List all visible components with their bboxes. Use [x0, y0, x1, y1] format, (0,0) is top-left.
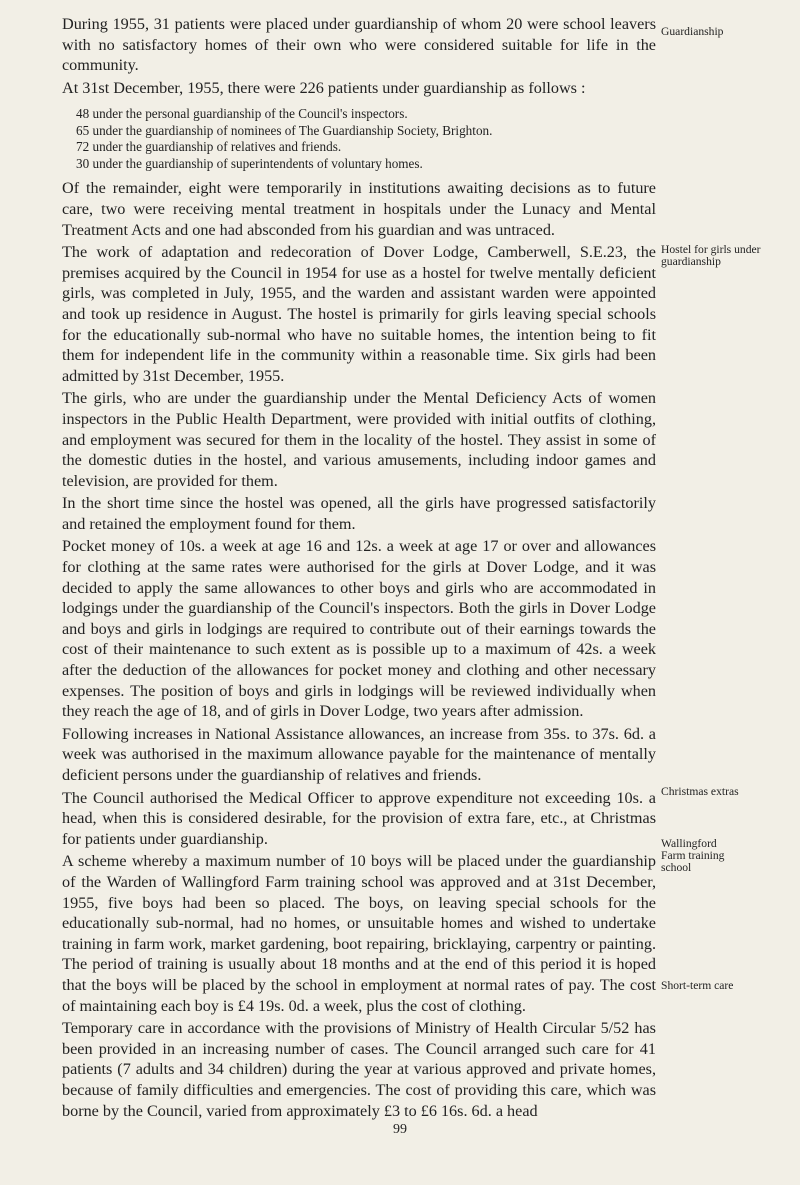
guardianship-list [62, 106, 656, 172]
list-item: 48 under the personal guardianship of the Council's inspectors. [76, 106, 408, 122]
paragraph-8: Following increases in National Assistance allowances, an increase from 35s. to 37s. 6d. a week was authorised in the maximum allowance payable for the maintenance of mentally deficient persons under the guardianship of relatives and friends. [62, 724, 656, 784]
list-item: 30 under the guardianship of superintendents of voluntary homes. [76, 155, 423, 171]
paragraph-9: The Council authorised the Medical Officer to approve expenditure not exceeding 10s. a head, when this is considered desirable, for the provision of extra fare, etc., at Christmas for patients under guardianship. [62, 788, 656, 848]
main-text [62, 14, 656, 1121]
paragraph-7: Pocket money of 10s. a week at age 16 and 12s. a week at age 17 or over and allowances for clothing at the same rates were authorised for the girls at Dover Lodge, and it was decided to apply the same allowances to other boys and girls who are accommodated in lodgings under the guardianship of the Council's inspectors. Both the girls in Dover Lodge and boys and girls in lodgings are required to contribute out of their earnings towards the cost of their maintenance to such extent as is possible up to a maximum of 42s. a week after the deduction of the allowances for pocket money and clothing and other necessary expenses. The position of boys and girls in lodgings will be reviewed individually when they reach the age of 18, and of girls in Dover Lodge, two years after admission. [62, 537, 656, 721]
margin-note-guardianship: Guardianship [661, 25, 724, 38]
paragraph-10: A scheme whereby a maximum number of 10 boys will be placed under the guardianship of the Warden of Wallingford Farm training school was approved and at 31st December, 1955, five boys had been so placed. The boys, on leaving special schools for the educationally sub-normal, had no homes, or unsuitable homes and wished to undertake training in farm work, market gardening, boot repairing, bricklaying, carpentry or painting. The period of training is usually about 18 months and at the end of this period it is hoped that the boys will be placed by the school in employment at normal rates of pay. The cost of maintaining each boy is £4 19s. 0d. a week, plus the cost of clothing. [62, 852, 656, 1015]
margin-note-hostel: Hostel for girls under guardianship [661, 243, 761, 268]
paragraph-5: The girls, who are under the guardianship under the Mental Deficiency Acts of women inspectors in the Public Health Department, were provided with initial outfits of clothing, and employment was secured for them in the locality of the hostel. They assist in some of the domestic duties in the hostel, and various amusements, including indoor games and television, are provided for them. [62, 389, 656, 490]
margin-note-christmas: Christmas extras [661, 785, 739, 798]
list-item: 65 under the guardianship of nominees of The Guardianship Society, Brighton. [76, 122, 493, 138]
page-number: 99 [393, 1122, 407, 1137]
paragraph-6: In the short time since the hostel was opened, all the girls have progressed satisfactorily and retained the employment found for them. [62, 494, 656, 533]
paragraph-11: Temporary care in accordance with the provisions of Ministry of Health Circular 5/52 has been provided in an increasing number of cases. The Council arranged such care for 41 patients (7 adults and 34 children) during the year at various approved and private homes, because of family difficulties and emergencies. The cost of providing this care, which was borne by the Council, varied from approximately £3 to £6 16s. 6d. a head [62, 1019, 656, 1120]
paragraph-3: Of the remainder, eight were temporarily in institutions awaiting decisions as to future care, two were receiving mental treatment in hospitals under the Lunacy and Mental Treatment Acts and one had absconded from his guardian and was untraced. [62, 179, 656, 239]
paragraph-2: At 31st December, 1955, there were 226 patients under guardianship as follows : [62, 78, 586, 97]
paragraph-4: The work of adaptation and redecoration of Dover Lodge, Camberwell, S.E.23, the premises acquired by the Council in 1954 for use as a hostel for twelve mentally deficient girls, was completed in July, 1955, and the warden and assistant warden were appointed and took up residence in August. The hostel is primarily for girls leaving special schools for the educationally sub-normal who have no suitable homes, the intention being to fit them for independent life in the community within a reasonable time. Six girls had been admitted by 31st December, 1955. [62, 243, 656, 385]
list-item: 72 under the guardianship of relatives and friends. [76, 139, 342, 155]
paragraph-1: During 1955, 31 patients were placed under guardianship of whom 20 were school leavers with no satisfactory homes of their own who were considered suitable for life in the community. [62, 15, 656, 75]
margin-note-short-term: Short-term care [661, 979, 734, 992]
margin-note-wallingford: Wallingford Farm training school [661, 837, 725, 874]
